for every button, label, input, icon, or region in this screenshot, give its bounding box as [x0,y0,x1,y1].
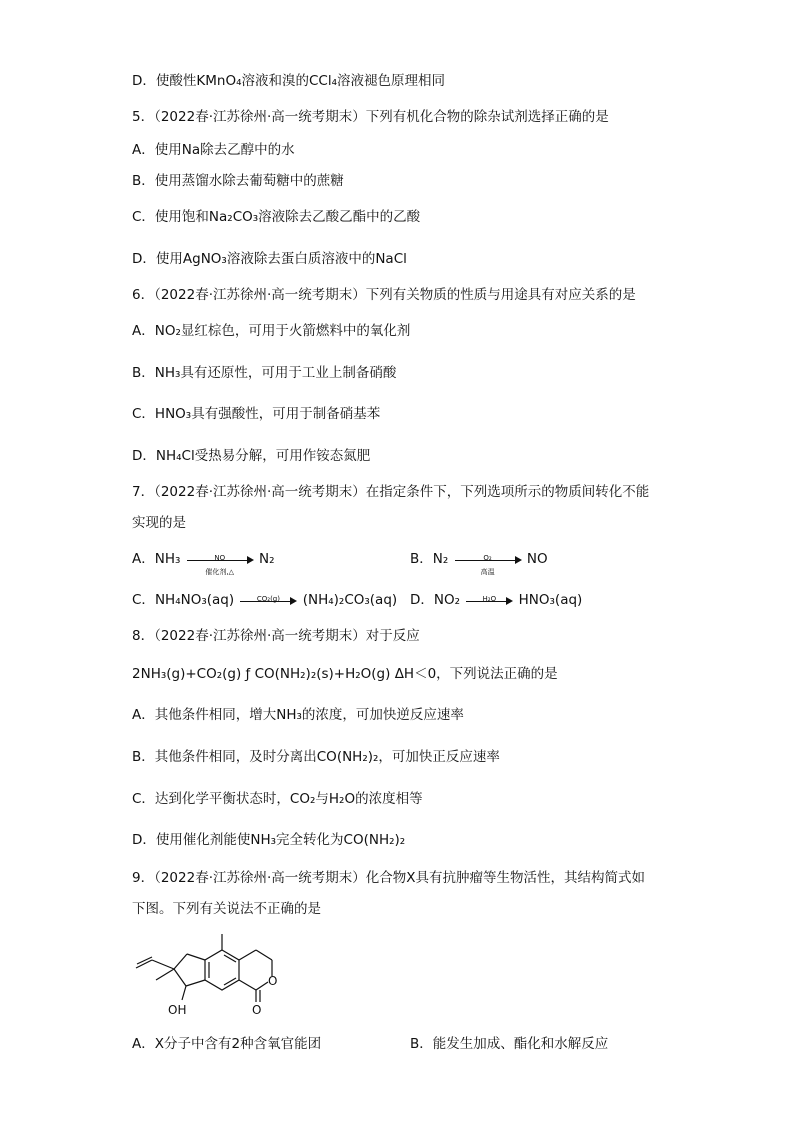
reaction-arrow [238,590,298,610]
q7-d-label: D． [410,592,434,608]
q8-option-a: A．其他条件相同，增大NH₃的浓度，可加快逆反应速率 [132,707,464,723]
arrow-over-text: NO [214,554,226,562]
q7-b-to: NO [526,551,548,567]
q6-option-c: C．HNO₃具有强酸性，可用于制备硝基苯 [132,406,381,422]
ring-oxygen-label: O [268,974,278,988]
compound-x-structure [132,932,292,1022]
ketone-oxygen-label: O [252,1003,262,1017]
reaction-arrow [185,549,255,576]
q7-c-label: C． [132,592,155,608]
q6-stem: 6．（2022春·江苏徐州·高一统考期末）下列有关物质的性质与用途具有对应关系的是 [132,287,636,303]
reaction-arrow [453,549,523,576]
arrow-over-text: H₂O [482,595,497,603]
q6-option-d: D．NH₄Cl受热易分解，可用作铵态氮肥 [132,448,371,464]
reaction-arrow [464,590,514,610]
q7-option-c [132,590,397,610]
hydroxyl-label: OH [168,1003,187,1017]
q6-option-b: B．NH₃具有还原性，可用于工业上制备硝酸 [132,365,397,381]
q5-option-d: D．使用AgNO₃溶液除去蛋白质溶液中的NaCl [132,251,407,267]
q8-equation: 2NH₃(g)+CO₂(g) ƒ CO(NH₂)₂(s)+H₂O(g) ΔH＜0，下列说法正确的是 [132,666,558,682]
q9-option-a: A．X分子中含有2种含氧官能团 [132,1036,322,1052]
q9-stem-line2: 下图。下列有关说法不正确的是 [132,901,321,917]
q7-c-to: (NH₄)₂CO₃(aq) [302,592,398,608]
q7-option-d [410,590,582,610]
q7-a-label: A． [132,551,155,567]
q8-option-b: B．其他条件相同，及时分离出CO(NH₂)₂，可加快正反应速率 [132,749,500,765]
q7-d-from: NO₂ [433,592,461,608]
q7-c-from: NH₄NO₃(aq) [154,592,235,608]
arrow-under-text: 高温 [480,568,495,576]
q7-b-from: N₂ [432,551,449,567]
q7-d-to: HNO₃(aq) [518,592,583,608]
q5-option-c: C．使用饱和Na₂CO₃溶液除去乙酸乙酯中的乙酸 [132,209,421,225]
arrow-over-text: CO₂(g) [256,595,280,603]
arrow-under-text: 催化剂,△ [205,568,235,576]
q5-stem: 5．（2022春·江苏徐州·高一统考期末）下列有机化合物的除杂试剂选择正确的是 [132,109,609,125]
q8-option-c: C．达到化学平衡状态时，CO₂与H₂O的浓度相等 [132,791,423,807]
arrow-over-text: O₂ [483,554,492,562]
q7-a-from: NH₃ [154,551,181,567]
q6-option-a: A．NO₂显红棕色，可用于火箭燃料中的氧化剂 [132,323,411,339]
q7-stem-line2: 实现的是 [132,515,186,531]
q8-option-d: D．使用催化剂能使NH₃完全转化为CO(NH₂)₂ [132,832,406,848]
q5-option-b: B．使用蒸馏水除去葡萄糖中的蔗糖 [132,173,344,189]
q7-a-to: N₂ [259,551,275,567]
q9-stem-line1: 9．（2022春·江苏徐州·高一统考期末）化合物X具有抗肿瘤等生物活性，其结构简式如 [132,870,646,886]
q7-stem-line1: 7．（2022春·江苏徐州·高一统考期末）在指定条件下，下列选项所示的物质间转化不能 [132,484,650,500]
q4-option-d: D．使酸性KMnO₄溶液和溴的CCl₄溶液褪色原理相同 [132,73,446,89]
q8-stem: 8．（2022春·江苏徐州·高一统考期末）对于反应 [132,628,420,644]
q7-b-label: B． [410,551,433,567]
q5-option-a: A．使用Na除去乙醇中的水 [132,142,295,158]
q7-option-b [410,549,548,576]
q9-option-b: B．能发生加成、酯化和水解反应 [410,1036,609,1052]
q7-option-a [132,549,275,576]
